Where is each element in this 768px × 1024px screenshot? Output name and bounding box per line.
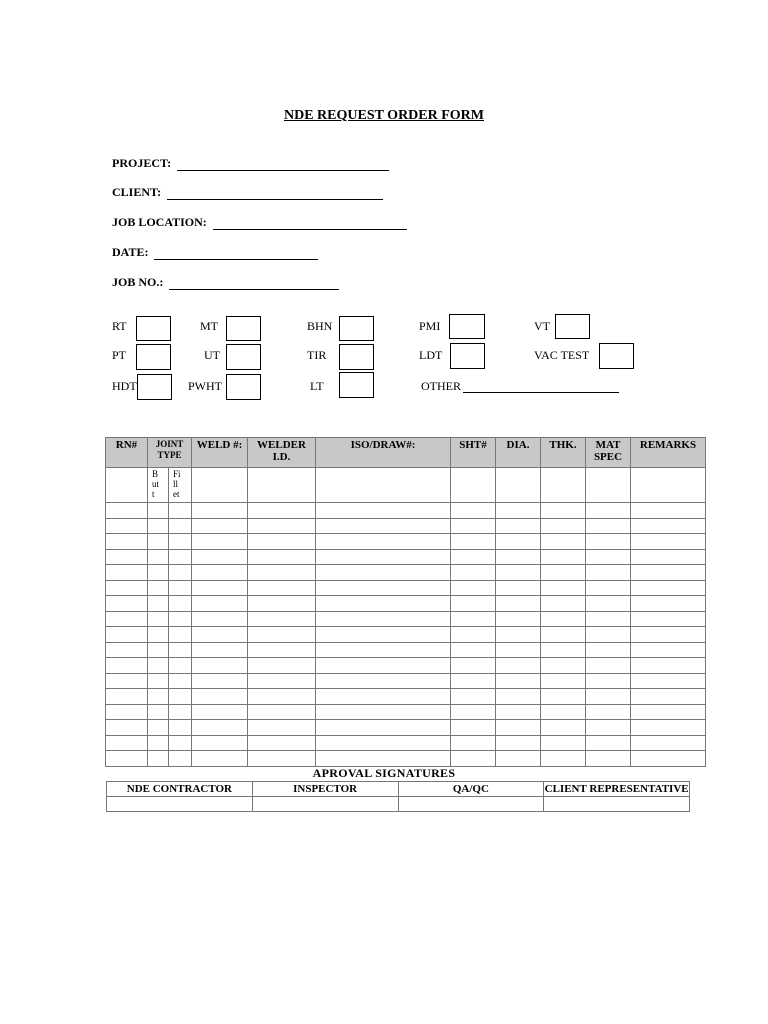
inspector-signature[interactable]	[252, 797, 398, 812]
tir-label: TIR	[307, 348, 327, 362]
table-row	[106, 611, 706, 627]
date-field	[112, 245, 318, 260]
qa-qc-signature[interactable]	[398, 797, 544, 812]
table-cell[interactable]	[541, 658, 586, 674]
table-cell[interactable]	[192, 627, 248, 643]
table-cell[interactable]	[169, 751, 192, 767]
table-cell[interactable]	[248, 565, 316, 581]
table-cell[interactable]	[169, 673, 192, 689]
table-cell[interactable]	[248, 751, 316, 767]
table-cell[interactable]	[586, 468, 631, 503]
page-title: NDE REQUEST ORDER FORM	[283, 108, 485, 123]
pwht-label: PWHT	[188, 379, 222, 393]
table-cell[interactable]	[496, 658, 541, 674]
table-cell[interactable]	[451, 689, 496, 705]
table-cell[interactable]	[451, 580, 496, 596]
client-rep-signature[interactable]	[544, 797, 690, 812]
job-no-input[interactable]	[169, 277, 339, 290]
table-cell[interactable]	[106, 549, 148, 565]
table-cell[interactable]	[586, 689, 631, 705]
table-cell[interactable]	[451, 627, 496, 643]
table-cell[interactable]	[451, 704, 496, 720]
table-cell[interactable]	[541, 468, 586, 503]
table-cell[interactable]	[586, 642, 631, 658]
table-cell[interactable]	[451, 518, 496, 534]
header-nde-contractor: NDE CONTRACTOR	[107, 782, 253, 797]
table-cell[interactable]	[248, 580, 316, 596]
date-input[interactable]	[154, 247, 318, 260]
header-client-rep: CLIENT REPRESENTATIVE	[544, 783, 689, 795]
table-cell[interactable]	[631, 580, 706, 596]
table-cell[interactable]	[586, 735, 631, 751]
tir-checkbox[interactable]	[339, 344, 374, 370]
table-cell[interactable]	[541, 735, 586, 751]
approval-title: APROVAL SIGNATURES	[312, 766, 456, 780]
table-cell[interactable]	[169, 580, 192, 596]
table-cell[interactable]	[148, 720, 169, 736]
table-cell[interactable]	[586, 518, 631, 534]
table-cell[interactable]	[192, 735, 248, 751]
table-cell[interactable]	[169, 611, 192, 627]
table-cell[interactable]	[496, 518, 541, 534]
vac-test-checkbox[interactable]	[599, 343, 634, 369]
table-cell[interactable]	[541, 565, 586, 581]
table-cell[interactable]	[451, 534, 496, 550]
table-row	[106, 518, 706, 534]
table-cell[interactable]	[106, 720, 148, 736]
table-cell[interactable]	[541, 596, 586, 612]
table-cell[interactable]	[192, 611, 248, 627]
table-row	[106, 735, 706, 751]
table-cell[interactable]	[496, 642, 541, 658]
approval-signature-row	[107, 797, 690, 812]
table-cell[interactable]	[106, 627, 148, 643]
header-sht: SHT#	[451, 438, 496, 468]
header-inspector: INSPECTOR	[252, 782, 398, 797]
table-cell[interactable]	[248, 642, 316, 658]
vac-test-label: VAC TEST	[534, 348, 590, 362]
table-cell[interactable]	[541, 627, 586, 643]
table-cell[interactable]	[631, 611, 706, 627]
table-cell[interactable]	[192, 534, 248, 550]
table-cell[interactable]	[148, 627, 169, 643]
table-cell[interactable]	[316, 735, 451, 751]
hdt-checkbox[interactable]	[137, 374, 172, 400]
pmi-label: PMI	[419, 319, 441, 333]
table-cell[interactable]	[631, 751, 706, 767]
table-cell[interactable]	[106, 580, 148, 596]
table-cell[interactable]	[586, 534, 631, 550]
header-thk: THK.	[541, 438, 586, 468]
table-cell[interactable]	[248, 611, 316, 627]
project-label: PROJECT:	[112, 156, 172, 170]
table-row	[106, 534, 706, 550]
table-cell[interactable]	[631, 549, 706, 565]
approval-table	[106, 781, 690, 812]
table-cell[interactable]	[451, 642, 496, 658]
table-cell[interactable]	[631, 468, 706, 503]
table-cell[interactable]	[496, 673, 541, 689]
other-field	[421, 379, 619, 394]
lt-label: LT	[310, 379, 324, 393]
table-cell[interactable]	[496, 549, 541, 565]
table-row	[106, 549, 706, 565]
table-cell[interactable]	[451, 468, 496, 503]
table-cell[interactable]	[451, 549, 496, 565]
header-rn: RN#	[106, 438, 148, 468]
table-cell[interactable]	[586, 580, 631, 596]
table-cell[interactable]	[631, 596, 706, 612]
header-iso: ISO/DRAW#:	[316, 438, 451, 468]
table-cell[interactable]	[316, 611, 451, 627]
table-cell[interactable]	[631, 518, 706, 534]
table-cell[interactable]	[316, 720, 451, 736]
table-cell[interactable]	[451, 503, 496, 519]
table-row	[106, 503, 706, 519]
table-cell[interactable]	[451, 751, 496, 767]
header-welder: WELDER I.D.	[248, 438, 316, 468]
table-cell[interactable]	[148, 673, 169, 689]
table-cell[interactable]	[248, 673, 316, 689]
ut-label: UT	[204, 348, 220, 362]
header-qa-qc: QA/QC	[398, 782, 544, 797]
table-cell[interactable]	[586, 503, 631, 519]
ut-checkbox[interactable]	[226, 344, 261, 370]
table-row	[106, 673, 706, 689]
table-row	[106, 627, 706, 643]
table-cell[interactable]	[248, 468, 316, 503]
table-cell[interactable]	[106, 503, 148, 519]
table-cell[interactable]	[631, 658, 706, 674]
table-cell[interactable]	[541, 704, 586, 720]
mt-label: MT	[200, 319, 218, 333]
table-cell[interactable]	[316, 549, 451, 565]
table-cell[interactable]	[192, 549, 248, 565]
table-cell[interactable]	[192, 580, 248, 596]
butt-cell	[148, 468, 169, 503]
table-cell[interactable]	[316, 518, 451, 534]
table-cell[interactable]	[631, 720, 706, 736]
table-cell[interactable]	[106, 735, 148, 751]
table-cell[interactable]	[316, 468, 451, 503]
table-cell[interactable]	[451, 720, 496, 736]
table-cell[interactable]	[541, 611, 586, 627]
table-cell[interactable]	[106, 596, 148, 612]
table-cell[interactable]	[451, 658, 496, 674]
table-cell[interactable]	[541, 580, 586, 596]
table-cell[interactable]	[586, 673, 631, 689]
table-cell[interactable]	[316, 534, 451, 550]
table-cell[interactable]	[631, 704, 706, 720]
table-cell[interactable]	[586, 611, 631, 627]
table-cell[interactable]	[316, 565, 451, 581]
header-joint-type: JOINT TYPE	[148, 438, 192, 468]
ldt-label: LDT	[419, 348, 443, 362]
table-cell[interactable]	[586, 565, 631, 581]
rt-label: RT	[112, 319, 127, 333]
table-cell[interactable]	[586, 658, 631, 674]
table-cell[interactable]	[148, 596, 169, 612]
table-cell[interactable]	[541, 673, 586, 689]
table-cell[interactable]	[586, 596, 631, 612]
table-cell[interactable]	[496, 611, 541, 627]
table-header-row	[106, 438, 706, 468]
table-cell[interactable]	[148, 503, 169, 519]
table-cell[interactable]	[496, 468, 541, 503]
header-remarks: REMARKS	[631, 438, 706, 468]
job-location-field	[112, 215, 407, 230]
table-cell[interactable]	[248, 549, 316, 565]
table-cell[interactable]	[631, 642, 706, 658]
table-cell[interactable]	[248, 518, 316, 534]
table-cell[interactable]	[106, 689, 148, 705]
table-cell[interactable]	[106, 642, 148, 658]
table-cell[interactable]	[106, 518, 148, 534]
table-cell[interactable]	[451, 596, 496, 612]
table-cell[interactable]	[106, 534, 148, 550]
approval-header-row	[107, 782, 690, 797]
table-subheader-row	[106, 468, 706, 503]
table-cell[interactable]	[192, 751, 248, 767]
table-cell[interactable]	[169, 689, 192, 705]
table-cell[interactable]	[192, 596, 248, 612]
table-cell[interactable]	[148, 689, 169, 705]
table-cell[interactable]	[451, 565, 496, 581]
table-cell[interactable]	[586, 627, 631, 643]
table-cell[interactable]	[148, 565, 169, 581]
date-label: DATE:	[112, 245, 149, 259]
table-cell[interactable]	[541, 689, 586, 705]
table-row	[106, 658, 706, 674]
table-row	[106, 689, 706, 705]
table-cell[interactable]	[192, 503, 248, 519]
table-cell[interactable]	[316, 689, 451, 705]
header-weld: WELD #:	[192, 438, 248, 468]
table-cell[interactable]	[148, 642, 169, 658]
table-cell[interactable]	[496, 720, 541, 736]
vt-label: VT	[534, 319, 550, 333]
job-no-label: JOB NO.:	[112, 275, 164, 289]
table-cell[interactable]	[631, 673, 706, 689]
bhn-checkbox[interactable]	[339, 316, 374, 341]
table-cell[interactable]	[169, 534, 192, 550]
table-cell[interactable]	[631, 534, 706, 550]
table-cell[interactable]	[248, 534, 316, 550]
table-cell[interactable]	[316, 673, 451, 689]
table-cell[interactable]	[631, 689, 706, 705]
rt-checkbox[interactable]	[136, 316, 171, 341]
butt-label: Butt	[152, 469, 160, 499]
table-cell[interactable]	[106, 673, 148, 689]
job-location-label: JOB LOCATION:	[112, 215, 207, 229]
table-cell[interactable]	[496, 704, 541, 720]
table-cell[interactable]	[248, 735, 316, 751]
table-cell[interactable]	[541, 503, 586, 519]
table-cell[interactable]	[148, 611, 169, 627]
table-cell[interactable]	[148, 658, 169, 674]
table-cell[interactable]	[496, 689, 541, 705]
pmi-checkbox[interactable]	[449, 314, 485, 339]
project-field	[112, 156, 389, 171]
project-input[interactable]	[177, 158, 389, 171]
table-cell[interactable]	[248, 596, 316, 612]
table-cell[interactable]	[316, 503, 451, 519]
table-cell[interactable]	[169, 735, 192, 751]
bhn-label: BHN	[307, 319, 333, 333]
table-cell[interactable]	[496, 627, 541, 643]
table-cell[interactable]	[631, 735, 706, 751]
table-cell[interactable]	[451, 611, 496, 627]
pt-checkbox[interactable]	[136, 344, 171, 370]
table-cell[interactable]	[192, 673, 248, 689]
other-input[interactable]	[463, 380, 619, 393]
job-no-field	[112, 275, 339, 290]
table-cell[interactable]	[148, 735, 169, 751]
table-cell[interactable]	[631, 565, 706, 581]
table-cell[interactable]	[248, 627, 316, 643]
table-cell[interactable]	[541, 534, 586, 550]
table-cell[interactable]	[541, 549, 586, 565]
table-cell[interactable]	[248, 720, 316, 736]
table-cell[interactable]	[192, 565, 248, 581]
table-cell[interactable]	[586, 751, 631, 767]
ldt-checkbox[interactable]	[450, 343, 485, 369]
job-location-input[interactable]	[213, 217, 407, 230]
table-cell[interactable]	[316, 627, 451, 643]
table-cell[interactable]	[496, 596, 541, 612]
table-cell[interactable]	[169, 565, 192, 581]
table-cell[interactable]	[248, 704, 316, 720]
table-row	[106, 642, 706, 658]
table-cell[interactable]	[148, 704, 169, 720]
table-cell[interactable]	[192, 720, 248, 736]
hdt-label: HDT	[112, 379, 137, 393]
table-cell[interactable]	[316, 580, 451, 596]
table-cell[interactable]	[586, 704, 631, 720]
nde-contractor-signature[interactable]	[107, 797, 253, 812]
client-field	[112, 185, 383, 200]
mt-checkbox[interactable]	[226, 316, 261, 341]
table-cell[interactable]	[169, 627, 192, 643]
table-cell[interactable]	[106, 611, 148, 627]
table-row	[106, 704, 706, 720]
lt-checkbox[interactable]	[339, 372, 374, 398]
table-cell[interactable]	[169, 720, 192, 736]
table-cell[interactable]	[106, 704, 148, 720]
table-cell[interactable]	[169, 642, 192, 658]
table-cell[interactable]	[169, 503, 192, 519]
vt-checkbox[interactable]	[555, 314, 590, 339]
table-cell[interactable]	[541, 720, 586, 736]
table-cell[interactable]	[148, 580, 169, 596]
table-cell[interactable]	[451, 673, 496, 689]
header-dia: DIA.	[496, 438, 541, 468]
other-label: OTHER	[421, 379, 461, 393]
table-cell[interactable]	[169, 518, 192, 534]
table-cell[interactable]	[248, 658, 316, 674]
table-cell[interactable]	[631, 503, 706, 519]
table-cell[interactable]	[148, 518, 169, 534]
fillet-label: Fillet	[173, 469, 181, 499]
table-cell[interactable]	[496, 565, 541, 581]
table-cell[interactable]	[541, 642, 586, 658]
table-row	[106, 565, 706, 581]
table-cell[interactable]	[169, 549, 192, 565]
table-cell[interactable]	[316, 658, 451, 674]
table-row	[106, 720, 706, 736]
pwht-checkbox[interactable]	[226, 374, 261, 400]
weld-table	[105, 437, 706, 767]
table-cell[interactable]	[148, 534, 169, 550]
table-cell[interactable]	[451, 735, 496, 751]
table-cell[interactable]	[316, 751, 451, 767]
table-cell[interactable]	[541, 751, 586, 767]
table-cell[interactable]	[106, 658, 148, 674]
table-cell[interactable]	[192, 468, 248, 503]
table-row	[106, 596, 706, 612]
table-cell[interactable]	[631, 627, 706, 643]
header-mat: MAT SPEC	[586, 438, 631, 468]
fillet-cell	[169, 468, 192, 503]
table-cell[interactable]	[496, 534, 541, 550]
table-row	[106, 580, 706, 596]
table-cell[interactable]	[148, 751, 169, 767]
table-cell[interactable]	[316, 704, 451, 720]
table-cell[interactable]	[496, 735, 541, 751]
table-cell[interactable]	[586, 549, 631, 565]
table-cell[interactable]	[169, 596, 192, 612]
table-cell[interactable]	[192, 658, 248, 674]
table-cell[interactable]	[106, 751, 148, 767]
table-cell[interactable]	[169, 658, 192, 674]
table-cell[interactable]	[192, 518, 248, 534]
table-cell[interactable]	[192, 689, 248, 705]
table-row	[106, 751, 706, 767]
pt-label: PT	[112, 348, 127, 362]
table-cell[interactable]	[106, 468, 148, 503]
client-label: CLIENT:	[112, 185, 162, 199]
table-cell[interactable]	[192, 704, 248, 720]
table-cell[interactable]	[541, 518, 586, 534]
table-cell[interactable]	[148, 549, 169, 565]
client-input[interactable]	[167, 187, 383, 200]
table-cell[interactable]	[586, 720, 631, 736]
table-cell[interactable]	[316, 642, 451, 658]
table-cell[interactable]	[496, 751, 541, 767]
table-cell[interactable]	[496, 503, 541, 519]
table-cell[interactable]	[106, 565, 148, 581]
table-cell[interactable]	[496, 580, 541, 596]
table-cell[interactable]	[248, 503, 316, 519]
table-cell[interactable]	[169, 704, 192, 720]
table-cell[interactable]	[248, 689, 316, 705]
table-cell[interactable]	[192, 642, 248, 658]
table-cell[interactable]	[316, 596, 451, 612]
